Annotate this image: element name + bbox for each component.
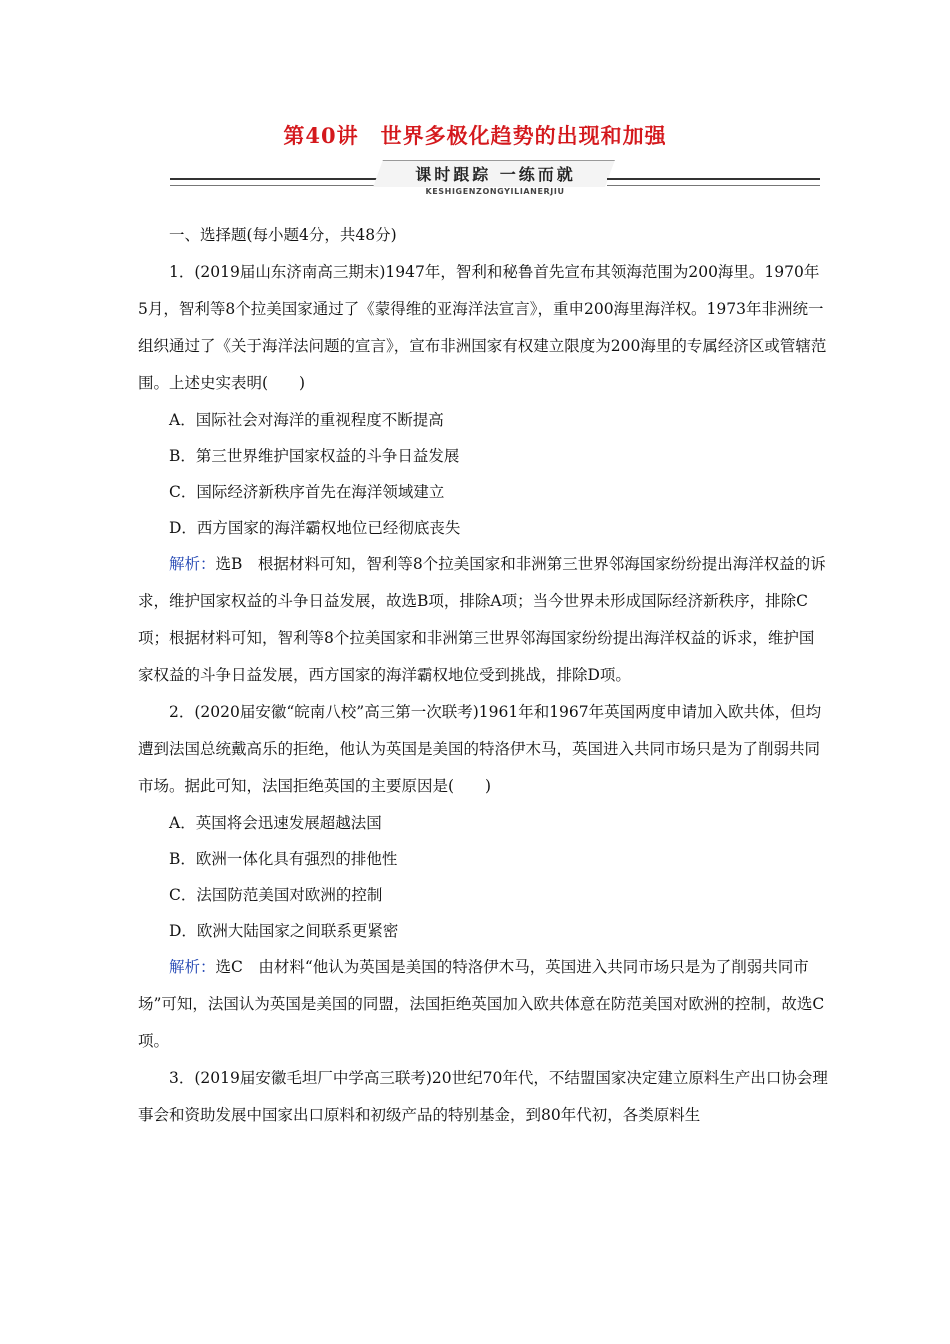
- banner-rule-left: [170, 178, 380, 186]
- analysis-label: 解析：: [169, 958, 216, 976]
- question-1-option-c: C．国际经济新秩序首先在海洋领域建立: [169, 483, 445, 501]
- question-2-option-a: A．英国将会迅速发展超越法国: [169, 814, 382, 832]
- question-1-analysis: [138, 546, 828, 694]
- banner-rule-right: [607, 178, 820, 186]
- question-3-stem: 3．(2019届安徽毛坦厂中学高三联考)20世纪70年代，不结盟国家决定建立原料生产出口协会理事会和资助发展中国家出口原料和初级产品的特别基金，到80年代初，各类原料生: [138, 1069, 828, 1124]
- question-2-option-c: C．法国防范美国对欧洲的控制: [169, 886, 383, 904]
- question-2-stem: 2．(2020届安徽“皖南八校”高三第一次联考)1961年和1967年英国两度申请加入欧共体，但均遭到法国总统戴高乐的拒绝，他认为英国是美国的特洛伊木马，英国进入共同市场只是为了削弱共同市场。据此可知，法国拒绝英国的主要原因是( ): [138, 703, 822, 795]
- document-body: [138, 217, 828, 1134]
- lesson-title: 第40讲 世界多极化趋势的出现和加强: [283, 123, 667, 148]
- analysis-label: 解析：: [169, 555, 216, 573]
- question-1-option-a: A．国际社会对海洋的重视程度不断提高: [169, 411, 444, 429]
- banner-subtitle: KESHIGENZONGYILIANERJIU: [425, 187, 565, 196]
- question-2-analysis: [138, 949, 828, 1060]
- analysis-text: 选B 根据材料可知，智利等8个拉美国家和非洲第三世界邻海国家纷纷提出海洋权益的诉求，维护国家权益的斗争日益发展，故选B项，排除A项；当今世界未形成国际经济新秩序，排除C项；根据材料可知，智利等8个拉美国家和非洲第三世界邻海国家纷纷提出海洋权益的诉求，维护国家权益的斗争日益发展，西方国家的海洋霸权地位受到挑战，排除D项。: [138, 555, 826, 684]
- analysis-text: 选C 由材料“他认为英国是美国的特洛伊木马，英国进入共同市场只是为了削弱共同市场”可知，法国认为英国是美国的同盟，法国拒绝英国加入欧共体意在防范美国对欧洲的控制，故选C项。: [138, 958, 825, 1050]
- question-1-stem: 1．(2019届山东济南高三期末)1947年，智利和秘鲁首先宣布其领海范围为200海里。1970年5月，智利等8个拉美国家通过了《蒙得维的亚海洋法宣言》，重申200海里海洋权。1973年非洲统一组织通过了《关于海洋法问题的宣言》，宣布非洲国家有权建立限度为200海里的专属经济区或管辖范围。上述史实表明( ): [138, 263, 827, 392]
- question-1-option-d: D．西方国家的海洋霸权地位已经彻底丧失: [169, 519, 461, 537]
- section-heading: 一、选择题(每小题4分，共48分): [169, 226, 397, 244]
- banner-title: 课时跟踪 一练而就: [415, 165, 576, 184]
- question-2-option-b: B．欧洲一体化具有强烈的排他性: [169, 850, 398, 868]
- question-2-option-d: D．欧洲大陆国家之间联系更紧密: [169, 922, 399, 940]
- question-1-option-b: B．第三世界维护国家权益的斗争日益发展: [169, 447, 460, 465]
- section-banner: [170, 160, 820, 200]
